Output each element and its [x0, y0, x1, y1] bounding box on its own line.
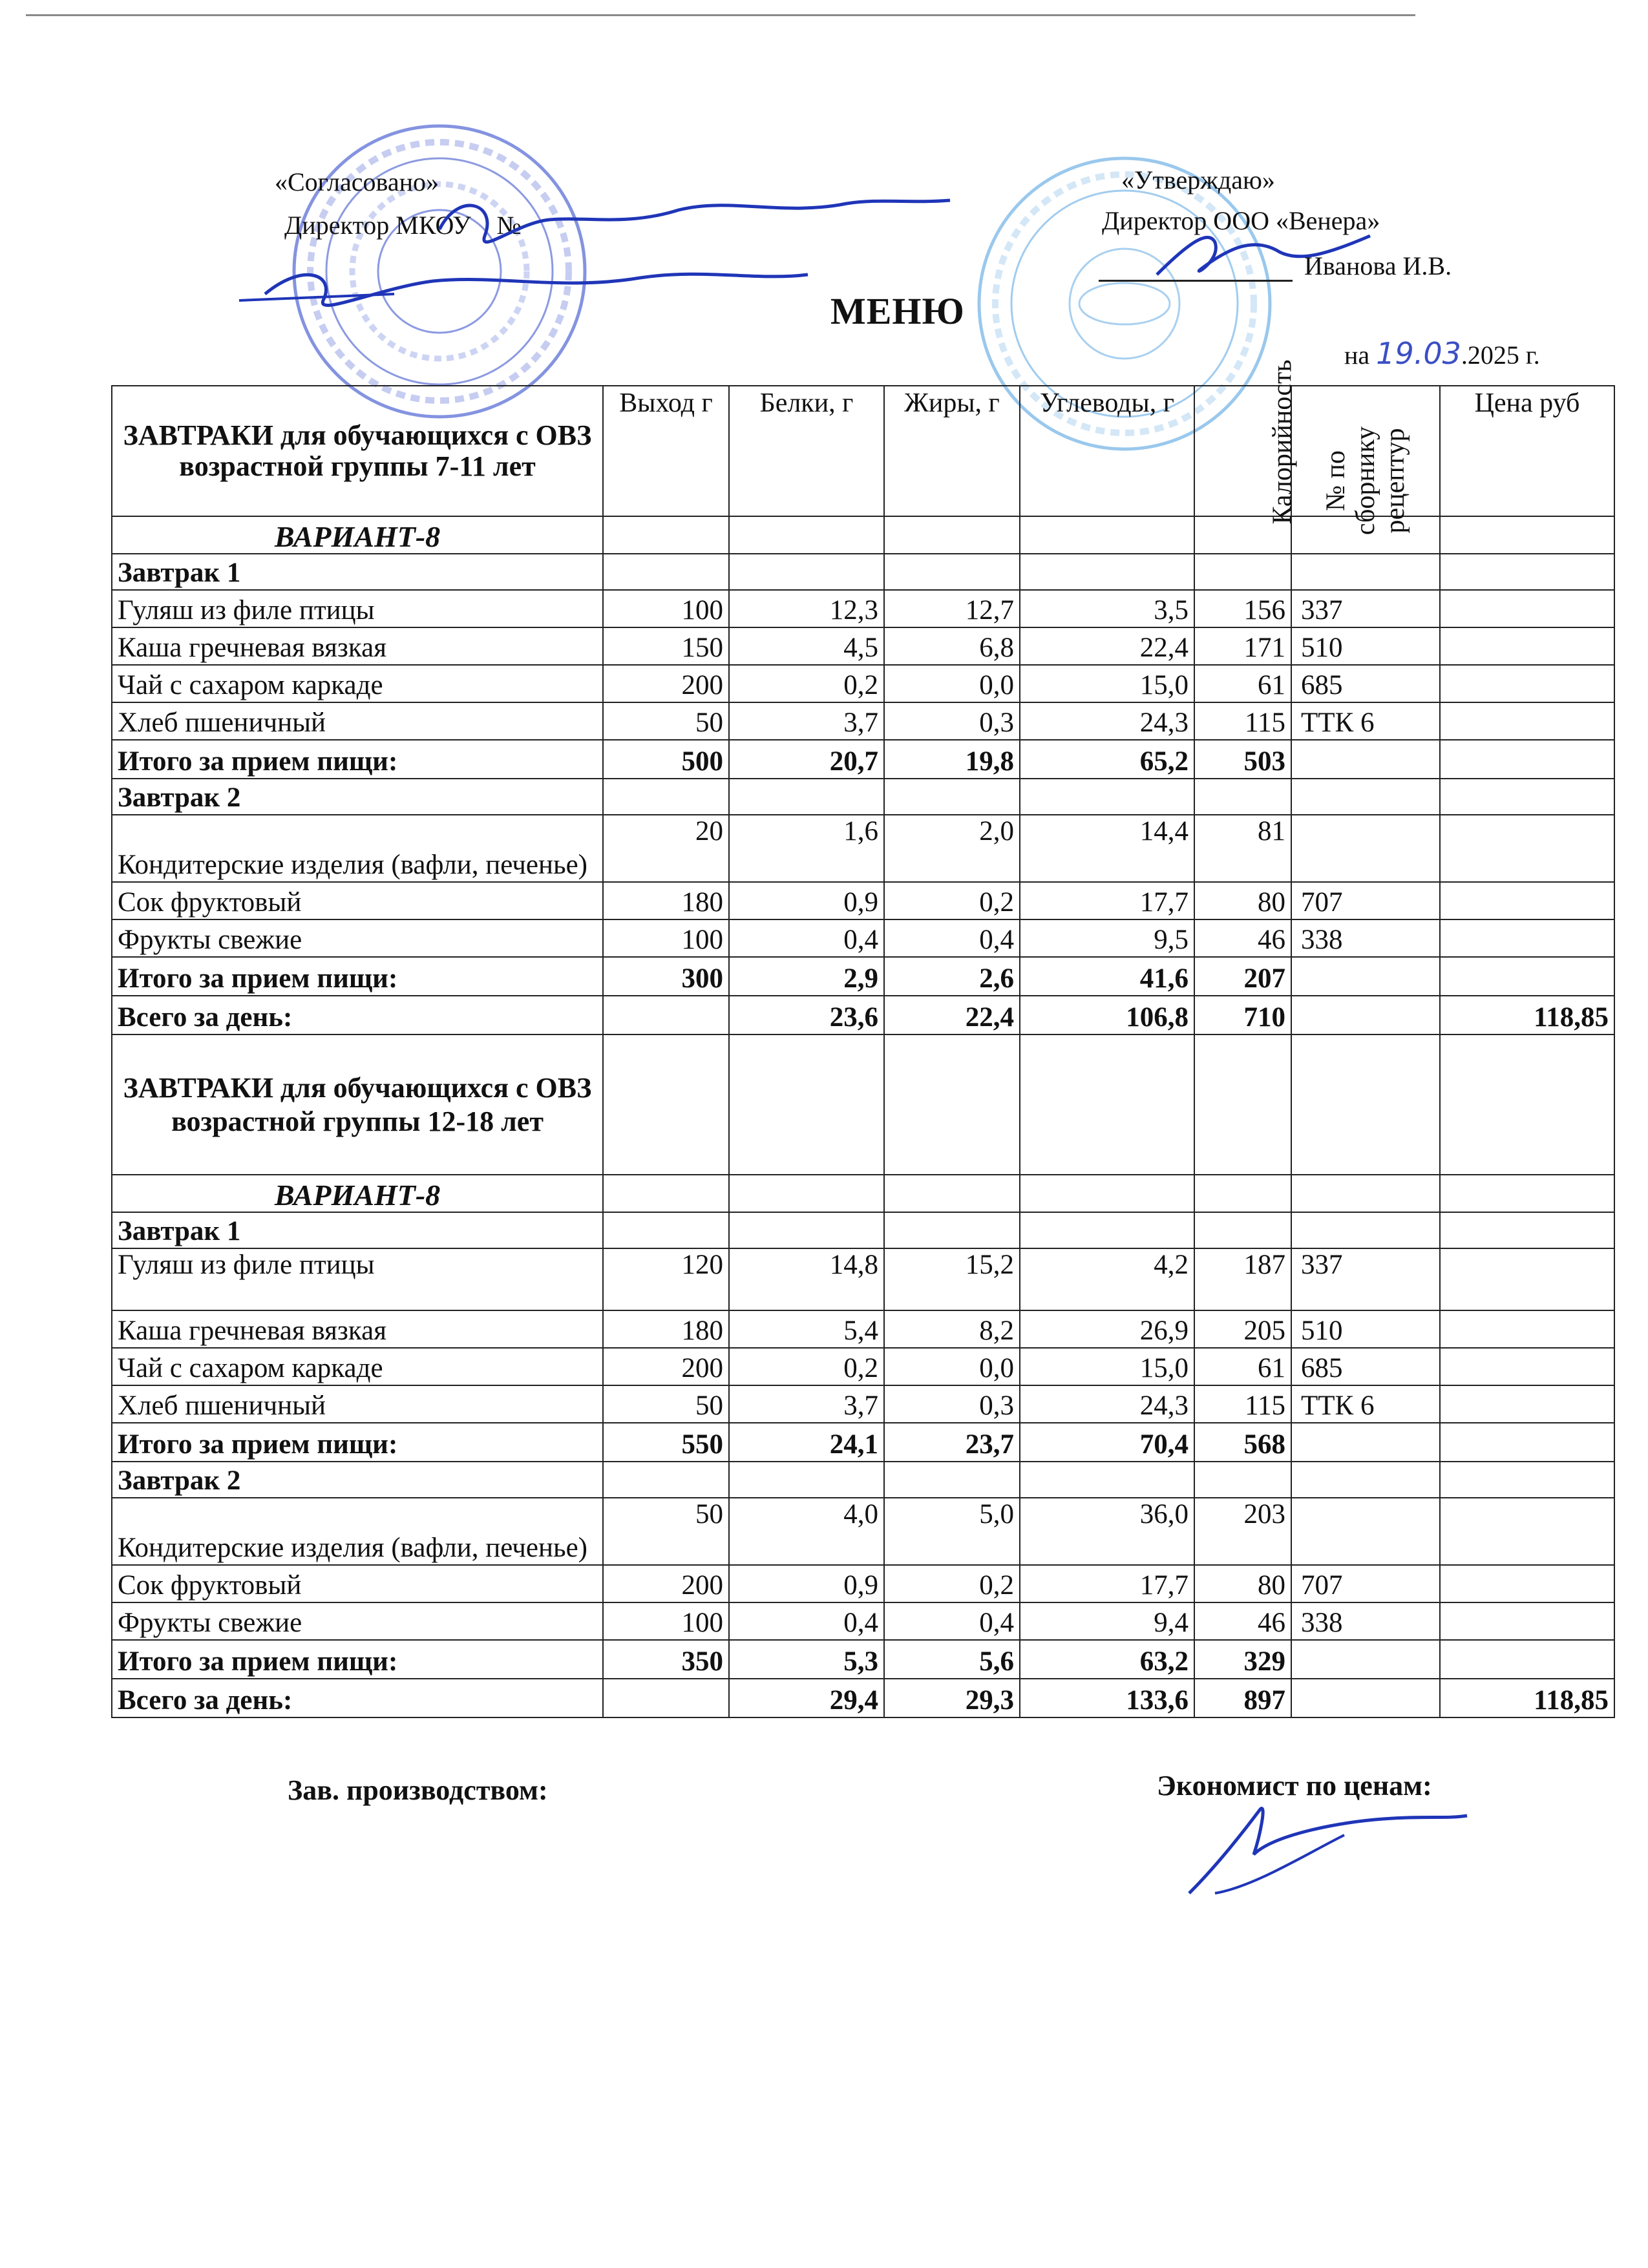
cell-fat: 22,4 [884, 996, 1020, 1034]
date-handwritten: 19.03 [1376, 336, 1461, 371]
cell-yield: 50 [603, 702, 729, 740]
cell-name: Всего за день: [112, 1679, 603, 1717]
cell-fat: 0,0 [884, 665, 1020, 702]
cell-yield: 100 [603, 919, 729, 957]
cell-protein: 3,7 [729, 1385, 884, 1423]
col-carbs: Углеводы, г [1020, 386, 1194, 516]
cell-empty [1291, 1212, 1440, 1248]
cell-name: Завтрак 2 [112, 779, 603, 815]
cell-recipe: 707 [1291, 1565, 1440, 1602]
cell-price [1440, 1498, 1614, 1565]
cell-empty [1194, 779, 1291, 815]
cell-carbs: 65,2 [1020, 740, 1194, 779]
approve-signature-line [1099, 251, 1452, 282]
cell-empty [1440, 1462, 1614, 1498]
cell-kcal: 61 [1194, 665, 1291, 702]
cell-price [1440, 882, 1614, 919]
cell-yield: 100 [603, 1602, 729, 1640]
cell-kcal: 80 [1194, 1565, 1291, 1602]
meal-total-row [112, 1640, 1614, 1679]
cell-name: Сок фруктовый [112, 882, 603, 919]
table-row [112, 1348, 1614, 1385]
cell-recipe: 510 [1291, 627, 1440, 665]
col-fat: Жиры, г [884, 386, 1020, 516]
cell-recipe: ТТК 6 [1291, 1385, 1440, 1423]
cell-protein: 20,7 [729, 740, 884, 779]
cell-empty [603, 1034, 729, 1175]
agreed-number: № [496, 211, 522, 240]
cell-empty [603, 1462, 729, 1498]
cell-name: Фрукты свежие [112, 1602, 603, 1640]
cell-name: Чай с сахаром каркаде [112, 665, 603, 702]
cell-name: ВАРИАНТ-8 [112, 1175, 603, 1212]
cell-carbs: 24,3 [1020, 1385, 1194, 1423]
cell-empty [884, 554, 1020, 590]
cell-empty [884, 1462, 1020, 1498]
cell-carbs: 133,6 [1020, 1679, 1194, 1717]
cell-fat: 5,0 [884, 1498, 1020, 1565]
table-row [112, 1498, 1614, 1565]
cell-name: Сок фруктовый [112, 1565, 603, 1602]
cell-fat: 0,2 [884, 1565, 1020, 1602]
day-total-row [112, 996, 1614, 1034]
cell-yield: 180 [603, 1310, 729, 1348]
cell-name: Итого за прием пищи: [112, 1640, 603, 1679]
cell-kcal: 80 [1194, 882, 1291, 919]
cell-price [1440, 1640, 1614, 1679]
cell-carbs: 106,8 [1020, 996, 1194, 1034]
cell-kcal: 46 [1194, 919, 1291, 957]
cell-fat: 6,8 [884, 627, 1020, 665]
cell-name: Каша гречневая вязкая [112, 1310, 603, 1348]
cell-carbs: 22,4 [1020, 627, 1194, 665]
cell-protein: 0,2 [729, 1348, 884, 1385]
cell-yield: 150 [603, 627, 729, 665]
cell-recipe: 685 [1291, 1348, 1440, 1385]
cell-kcal: 897 [1194, 1679, 1291, 1717]
cell-name: Хлеб пшеничный [112, 1385, 603, 1423]
cell-recipe: ТТК 6 [1291, 702, 1440, 740]
cell-price [1440, 1385, 1614, 1423]
cell-fat: 12,7 [884, 590, 1020, 627]
table-row [112, 815, 1614, 882]
cell-name: Чай с сахаром каркаде [112, 1348, 603, 1385]
cell-empty [1020, 1034, 1194, 1175]
meal-total-row [112, 740, 1614, 779]
cell-fat: 2,0 [884, 815, 1020, 882]
cell-protein: 4,0 [729, 1498, 884, 1565]
col-protein: Белки, г [729, 386, 884, 516]
cell-empty [1194, 1175, 1291, 1212]
table-row [112, 590, 1614, 627]
cell-empty [1440, 516, 1614, 554]
cell-carbs: 9,4 [1020, 1602, 1194, 1640]
table-row [112, 1602, 1614, 1640]
cell-carbs: 41,6 [1020, 957, 1194, 996]
cell-carbs: 9,5 [1020, 919, 1194, 957]
cell-empty [884, 1212, 1020, 1248]
cell-fat: 8,2 [884, 1310, 1020, 1348]
table-row [112, 1565, 1614, 1602]
cell-empty [603, 779, 729, 815]
cell-price [1440, 957, 1614, 996]
cell-name: Итого за прием пищи: [112, 1423, 603, 1462]
cell-empty [1440, 1034, 1614, 1175]
cell-kcal: 207 [1194, 957, 1291, 996]
table-row [112, 1310, 1614, 1348]
meal-title-row [112, 779, 1614, 815]
variant-row [112, 1175, 1614, 1212]
cell-empty [1194, 1462, 1291, 1498]
cell-empty [1291, 1034, 1440, 1175]
cell-protein: 0,9 [729, 1565, 884, 1602]
cell-yield: 200 [603, 1565, 729, 1602]
cell-protein: 1,6 [729, 815, 884, 882]
cell-yield: 300 [603, 957, 729, 996]
cell-kcal: 156 [1194, 590, 1291, 627]
cell-protein: 0,4 [729, 919, 884, 957]
cell-kcal: 710 [1194, 996, 1291, 1034]
cell-fat: 0,3 [884, 702, 1020, 740]
economist-signature [1176, 1796, 1474, 1900]
cell-recipe: 338 [1291, 919, 1440, 957]
table-row [112, 665, 1614, 702]
cell-recipe [1291, 957, 1440, 996]
table-row [112, 1248, 1614, 1310]
approve-position: Директор ООО «Венера» [1102, 206, 1380, 235]
cell-empty [603, 554, 729, 590]
cell-name: Каша гречневая вязкая [112, 627, 603, 665]
meal-total-row [112, 957, 1614, 996]
cell-price [1440, 665, 1614, 702]
economist-label: Экономист по ценам: [1157, 1770, 1432, 1801]
cell-empty [1291, 779, 1440, 815]
cell-carbs: 15,0 [1020, 665, 1194, 702]
cell-carbs: 4,2 [1020, 1248, 1194, 1310]
cell-empty [1194, 1034, 1291, 1175]
cell-carbs: 24,3 [1020, 702, 1194, 740]
cell-carbs: 17,7 [1020, 1565, 1194, 1602]
cell-yield: 500 [603, 740, 729, 779]
cell-carbs: 63,2 [1020, 1640, 1194, 1679]
cell-kcal: 568 [1194, 1423, 1291, 1462]
cell-fat: 19,8 [884, 740, 1020, 779]
cell-kcal: 503 [1194, 740, 1291, 779]
cell-yield: 200 [603, 1348, 729, 1385]
cell-price: 118,85 [1440, 996, 1614, 1034]
cell-price [1440, 627, 1614, 665]
cell-empty [884, 779, 1020, 815]
table-row [112, 919, 1614, 957]
cell-name: Хлеб пшеничный [112, 702, 603, 740]
cell-name: Фрукты свежие [112, 919, 603, 957]
cell-price [1440, 919, 1614, 957]
cell-protein: 24,1 [729, 1423, 884, 1462]
col-calories: Калорийность [1194, 386, 1291, 516]
cell-yield: 50 [603, 1385, 729, 1423]
cell-name: Итого за прием пищи: [112, 957, 603, 996]
cell-empty [1020, 779, 1194, 815]
cell-kcal: 187 [1194, 1248, 1291, 1310]
cell-protein: 23,6 [729, 996, 884, 1034]
cell-carbs: 70,4 [1020, 1423, 1194, 1462]
table-row [112, 627, 1614, 665]
cell-yield: 550 [603, 1423, 729, 1462]
cell-protein: 5,3 [729, 1640, 884, 1679]
cell-name: Итого за прием пищи: [112, 740, 603, 779]
meal-title-row [112, 554, 1614, 590]
cell-price: 118,85 [1440, 1679, 1614, 1717]
cell-price [1440, 815, 1614, 882]
cell-price [1440, 702, 1614, 740]
cell-carbs: 36,0 [1020, 1498, 1194, 1565]
cell-yield: 100 [603, 590, 729, 627]
production-head-label: Зав. производством: [288, 1774, 548, 1806]
cell-recipe: 337 [1291, 590, 1440, 627]
cell-recipe: 707 [1291, 882, 1440, 919]
col-yield: Выход г [603, 386, 729, 516]
cell-price [1440, 740, 1614, 779]
cell-protein: 5,4 [729, 1310, 884, 1348]
table-row [112, 882, 1614, 919]
cell-name: Кондитерские изделия (вафли, печенье) [112, 815, 603, 882]
cell-price [1440, 590, 1614, 627]
cell-recipe [1291, 1423, 1440, 1462]
cell-fat: 29,3 [884, 1679, 1020, 1717]
cell-protein: 29,4 [729, 1679, 884, 1717]
cell-empty [1194, 554, 1291, 590]
cell-protein: 12,3 [729, 590, 884, 627]
cell-empty [1291, 1462, 1440, 1498]
cell-empty [603, 1212, 729, 1248]
cell-kcal: 329 [1194, 1640, 1291, 1679]
cell-recipe: 337 [1291, 1248, 1440, 1310]
cell-yield: 20 [603, 815, 729, 882]
cell-protein: 0,4 [729, 1602, 884, 1640]
cell-yield: 350 [603, 1640, 729, 1679]
cell-recipe [1291, 815, 1440, 882]
cell-recipe: 510 [1291, 1310, 1440, 1348]
cell-protein: 4,5 [729, 627, 884, 665]
meal-total-row [112, 1423, 1614, 1462]
cell-recipe: 685 [1291, 665, 1440, 702]
cell-price [1440, 1248, 1614, 1310]
approve-label: «Утверждаю» [1121, 165, 1275, 194]
table-header-row [112, 386, 1614, 516]
cell-empty [1291, 1175, 1440, 1212]
cell-price [1440, 1348, 1614, 1385]
cell-name: Завтрак 1 [112, 1212, 603, 1248]
cell-empty [1440, 554, 1614, 590]
cell-recipe [1291, 1640, 1440, 1679]
cell-carbs: 14,4 [1020, 815, 1194, 882]
cell-empty [729, 1212, 884, 1248]
cell-carbs: 3,5 [1020, 590, 1194, 627]
cell-carbs: 17,7 [1020, 882, 1194, 919]
cell-protein: 0,9 [729, 882, 884, 919]
table-row [112, 702, 1614, 740]
cell-name: Завтрак 2 [112, 1462, 603, 1498]
cell-empty [729, 1462, 884, 1498]
cell-fat: 23,7 [884, 1423, 1020, 1462]
cell-name: Гуляш из филе птицы [112, 590, 603, 627]
cell-empty [884, 1175, 1020, 1212]
cell-yield: 180 [603, 882, 729, 919]
agreed-position: Директор МКОУ № [284, 211, 522, 240]
cell-yield [603, 996, 729, 1034]
page-title: МЕНЮ [830, 290, 965, 332]
cell-yield: 120 [603, 1248, 729, 1310]
cell-empty [1440, 779, 1614, 815]
cell-empty [1440, 1212, 1614, 1248]
school-stamp [288, 120, 591, 423]
cell-name: ВАРИАНТ-8 [112, 516, 603, 554]
menu-table [111, 359, 1615, 1718]
cell-name: Завтрак 1 [112, 554, 603, 590]
cell-empty [884, 516, 1020, 554]
cell-empty [1440, 1175, 1614, 1212]
cell-empty [729, 779, 884, 815]
cell-kcal: 61 [1194, 1348, 1291, 1385]
cell-empty [884, 1034, 1020, 1175]
cell-recipe [1291, 1679, 1440, 1717]
cell-price [1440, 1423, 1614, 1462]
cell-fat: 0,2 [884, 882, 1020, 919]
meal-title-row [112, 1462, 1614, 1498]
block1-heading: ЗАВТРАКИ для обучающихся с ОВЗ возрастной группы 7-11 лет [112, 386, 603, 516]
cell-price [1440, 1310, 1614, 1348]
cell-fat: 0,4 [884, 919, 1020, 957]
day-total-row [112, 1679, 1614, 1717]
cell-fat: 2,6 [884, 957, 1020, 996]
cell-kcal: 205 [1194, 1310, 1291, 1348]
cell-kcal: 171 [1194, 627, 1291, 665]
cell-fat: 0,0 [884, 1348, 1020, 1385]
cell-carbs: 15,0 [1020, 1348, 1194, 1385]
col-recipe: № по сборнику рецептур [1291, 386, 1440, 516]
cell-name: Кондитерские изделия (вафли, печенье) [112, 1498, 603, 1565]
table-row [112, 1385, 1614, 1423]
cell-protein: 2,9 [729, 957, 884, 996]
cell-empty [1020, 516, 1194, 554]
cell-fat: 5,6 [884, 1640, 1020, 1679]
menu-date: на 19.03.2025 г. [1344, 336, 1540, 371]
block-heading-row [112, 1034, 1614, 1175]
cell-protein: 14,8 [729, 1248, 884, 1310]
cell-name: Всего за день: [112, 996, 603, 1034]
cell-empty [1194, 1212, 1291, 1248]
cell-empty [1020, 1175, 1194, 1212]
cell-yield: 200 [603, 665, 729, 702]
cell-protein: 3,7 [729, 702, 884, 740]
cell-yield [603, 1679, 729, 1717]
cell-recipe [1291, 996, 1440, 1034]
approve-name: Иванова И.В. [1304, 251, 1452, 280]
cell-price [1440, 1602, 1614, 1640]
cell-kcal: 46 [1194, 1602, 1291, 1640]
cell-yield: 50 [603, 1498, 729, 1565]
cell-empty [1291, 554, 1440, 590]
cell-recipe [1291, 740, 1440, 779]
cell-recipe: 338 [1291, 1602, 1440, 1640]
cell-name: ЗАВТРАКИ для обучающихся с ОВЗ возрастной группы 12-18 лет [112, 1034, 603, 1175]
cell-empty [729, 1034, 884, 1175]
cell-empty [729, 516, 884, 554]
cell-kcal: 115 [1194, 1385, 1291, 1423]
cell-price [1440, 1565, 1614, 1602]
cell-recipe [1291, 1498, 1440, 1565]
cell-empty [1020, 1212, 1194, 1248]
meal-title-row [112, 1212, 1614, 1248]
cell-fat: 15,2 [884, 1248, 1020, 1310]
cell-kcal: 115 [1194, 702, 1291, 740]
cell-name: Гуляш из филе птицы [112, 1248, 603, 1310]
cell-empty [1020, 554, 1194, 590]
cell-empty [729, 554, 884, 590]
cell-kcal: 203 [1194, 1498, 1291, 1565]
agreed-label: «Согласовано» [275, 167, 439, 196]
cell-empty [729, 1175, 884, 1212]
cell-fat: 0,3 [884, 1385, 1020, 1423]
cell-fat: 0,4 [884, 1602, 1020, 1640]
top-border-line [26, 14, 1415, 16]
cell-empty [1020, 1462, 1194, 1498]
cell-empty [603, 1175, 729, 1212]
cell-empty [603, 516, 729, 554]
col-price: Цена руб [1440, 386, 1614, 516]
cell-carbs: 26,9 [1020, 1310, 1194, 1348]
cell-protein: 0,2 [729, 665, 884, 702]
cell-kcal: 81 [1194, 815, 1291, 882]
